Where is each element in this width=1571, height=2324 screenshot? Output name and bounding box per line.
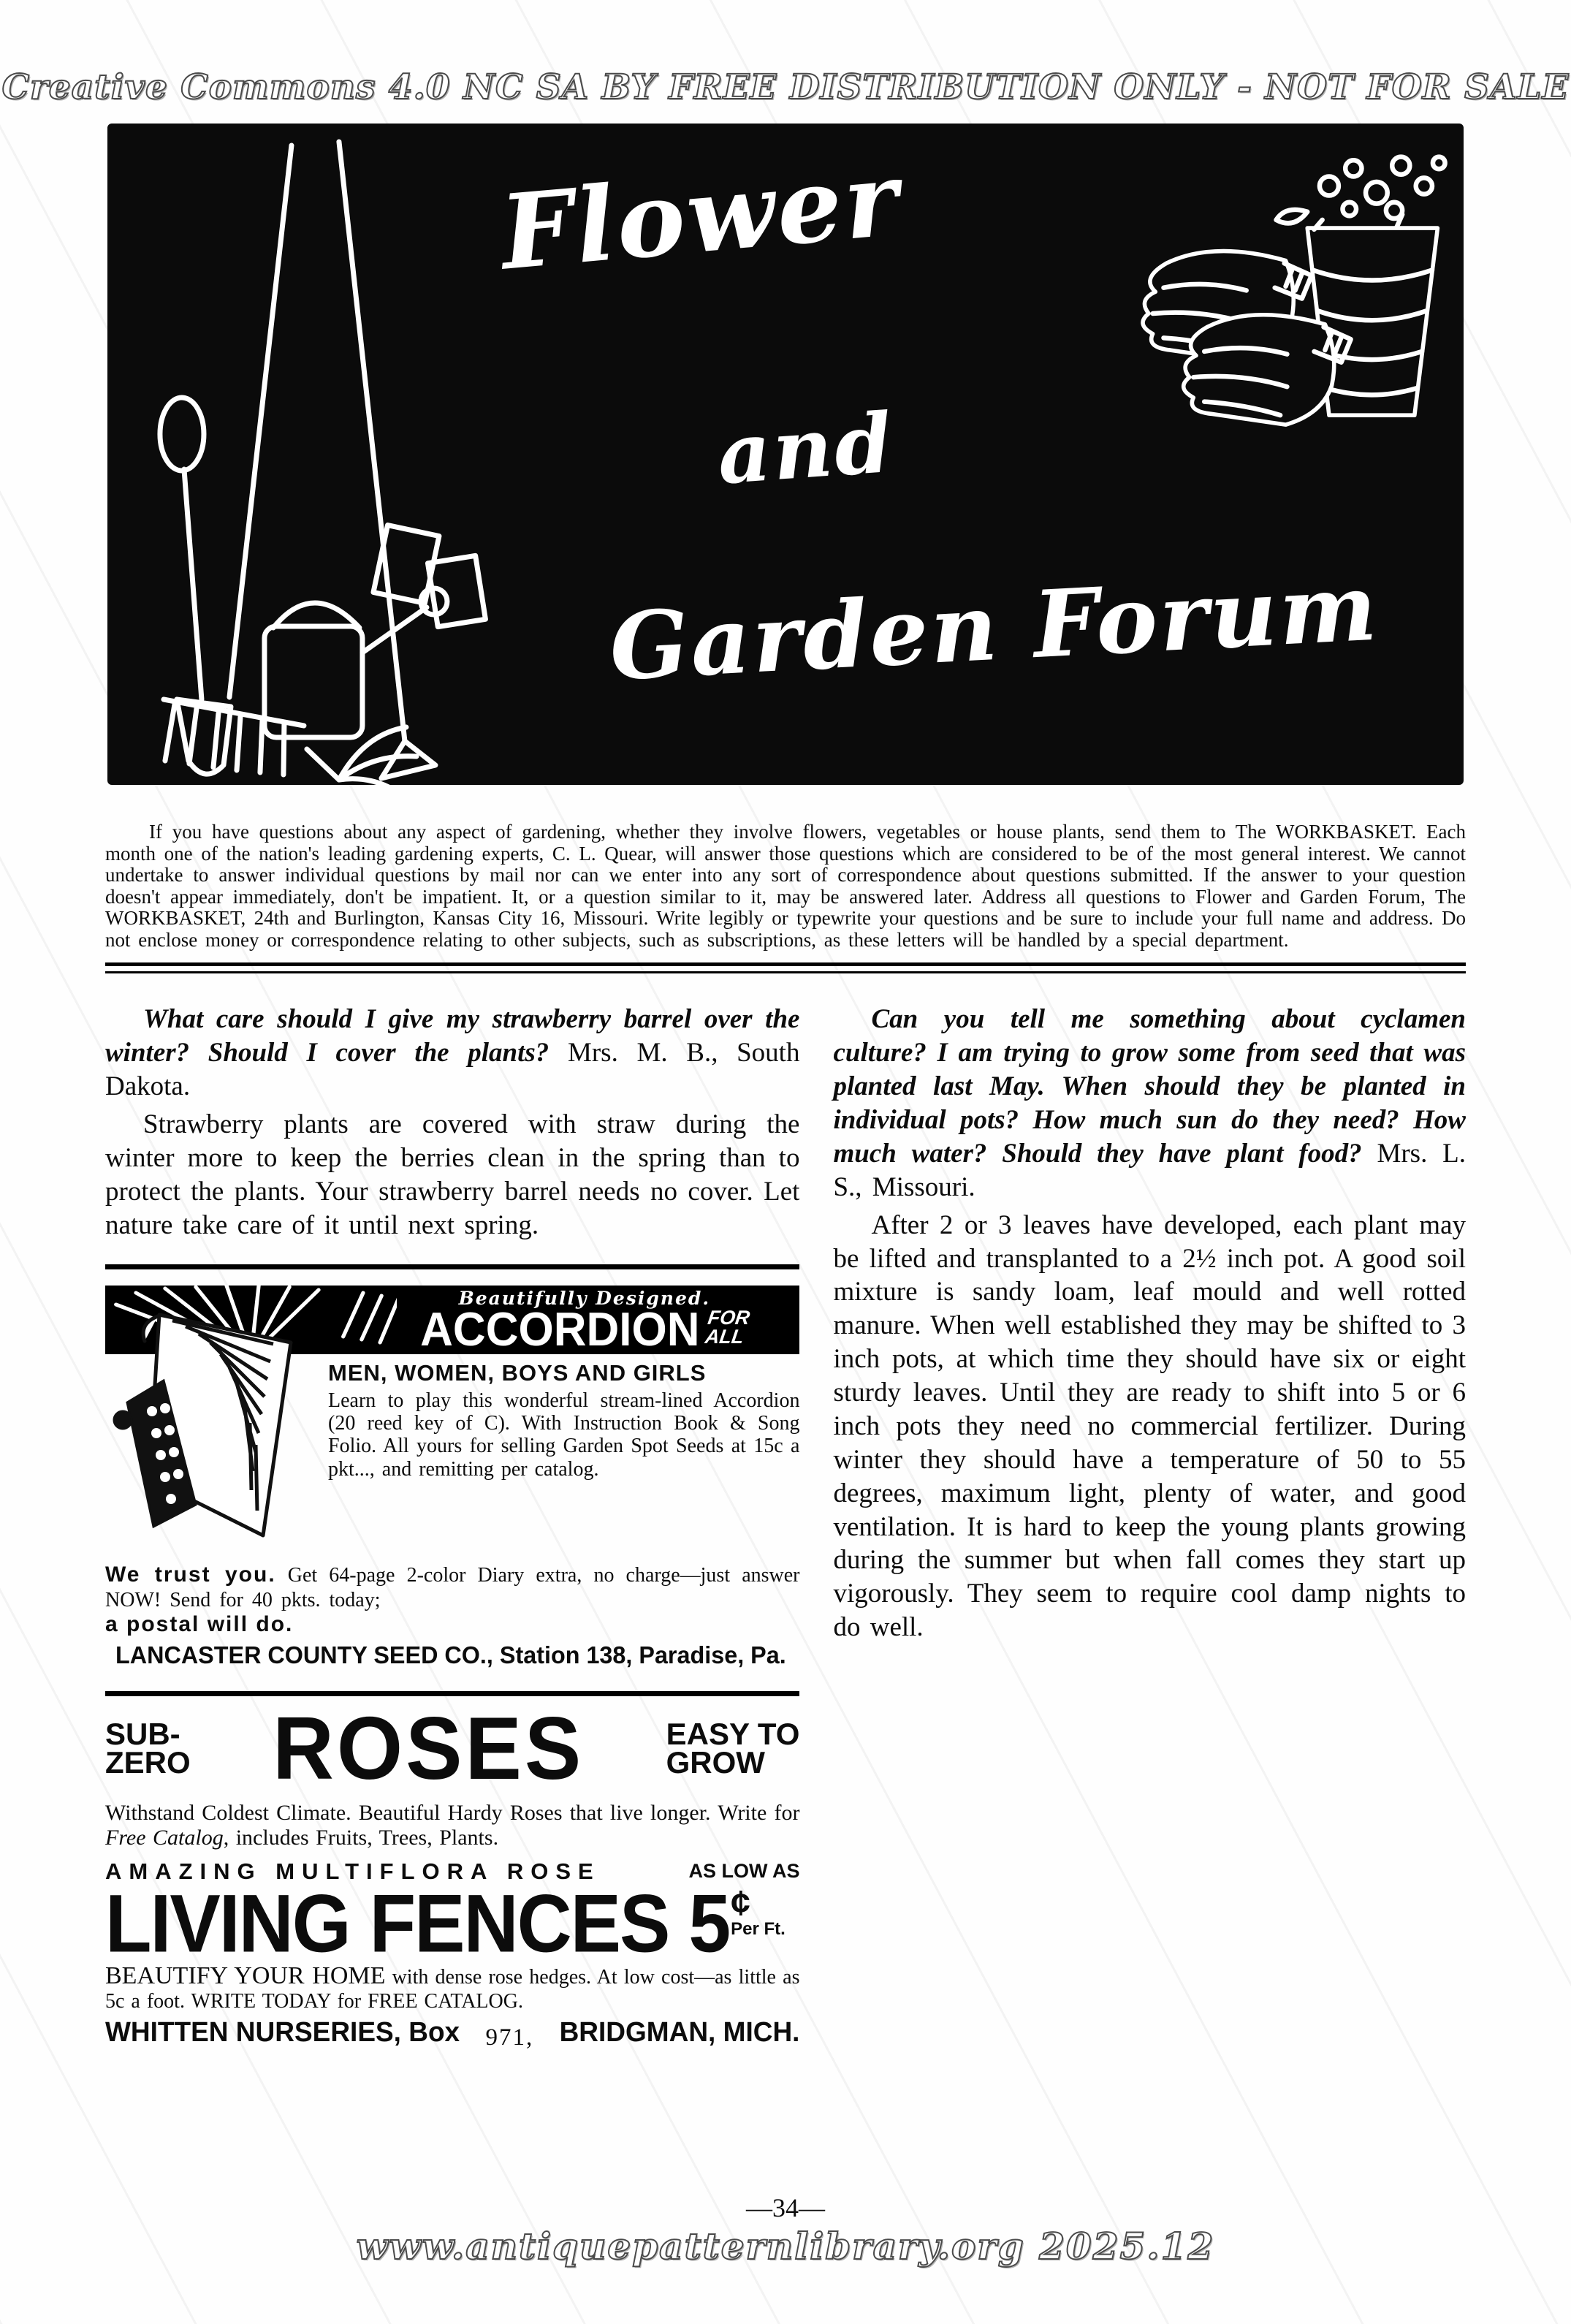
masthead-title-flower: Flower (496, 139, 905, 294)
question-1-attribution: Mrs. M. B., South Dakota. (105, 1038, 800, 1102)
question-1 (105, 1003, 799, 1104)
left-column (105, 1003, 800, 2051)
accordion-trust-bold: We trust you. (105, 1562, 276, 1587)
divider-rule (105, 1264, 799, 1269)
masthead-banner (107, 124, 1464, 785)
question-2 (833, 1003, 1466, 1204)
roses-ad (105, 1698, 800, 2051)
roses-company-name: WHITTEN NURSERIES, Box (105, 2016, 460, 2047)
roses-price (731, 1883, 786, 1940)
masthead-title-and: and (714, 395, 897, 504)
roses-company-city: BRIDGMAN, MICH. (559, 2016, 800, 2047)
intro-paragraph: If you have questions about any aspect of gardening, whether they involve flowers, vegetables or house plants, send them to The WORKBASKET. Each month one of the nation's leading gardening experts, C. L. Quear, will answer those questions which are considered to be of the most general interest. We cannot undertake to answer individual questions by mail nor can we enter into any sort of correspondence about questions submitted. If the answer to your question doesn't appear immediately, don't be impatient. It, or a question similar to it, may be answered later. Address all questions to Flower and Garden Forum, The WORKBASKET, 24th and Burlington, Kansas City 16, Missouri. Write legibly or typewrite your questions and be sure to include your full name and address. Do not enclose money or correspondence relating to other subjects, such as subscriptions, as these letters will be handled by a special department. (105, 821, 1466, 951)
divider-double-rule (105, 962, 1466, 973)
masthead-title-garden-forum: Garden Forum (606, 552, 1382, 702)
roses-cent-sign: ¢ (731, 1883, 750, 1923)
accordion-all: ALL (704, 1325, 746, 1348)
roses-free-catalog: Free Catalog (105, 1826, 224, 1850)
garden-tools-illustration (107, 124, 541, 785)
roses-body-1: Withstand Coldest Climate. Beautiful Hardy Roses that live longer. Write for (105, 1800, 800, 1825)
roses-grow: GROW (666, 1745, 765, 1780)
roses-living-fences-row (105, 1877, 799, 1970)
roses-body-text (105, 1801, 799, 1851)
divider-rule (105, 1691, 799, 1696)
accordion-ad-head (369, 1286, 799, 1356)
answer-2: After 2 or 3 leaves have developed, each plant may be lifted and transplanted to a 2½ inch pot. A good soil mixture is sandy loam, leaf mould and well rotted manure. When well established they may be shifted to 3 inch pots, at which time they should have six or eight sturdy leaves. Until they are ready to shift into 5 or 6 inch pots they need no commercial fertilizer. During winter they should have a temperature of 50 to 55 degrees, maximum light, plenty of water, and good ventilation. It is hard to keep the young plants growing during the summer but when fall comes they start up vigorously. They seem to require cool damp nights to do well. (833, 1210, 1467, 1643)
accordion-for-all (704, 1306, 752, 1348)
accordion-trust-line (105, 1562, 799, 1613)
roses-headline-row (105, 1698, 800, 1799)
roses-beautify-rest: with dense rose hedges. At low cost—as little as 5c a foot. WRITE TODAY for FREE CATALOG. (105, 1966, 800, 2013)
page-number: —34— (746, 2193, 825, 2222)
accordion-ad-copy (328, 1354, 799, 1559)
gloves-and-flowerpot-illustration (1084, 134, 1450, 451)
roses-as-low-as: AS LOW AS (688, 1859, 800, 1882)
accordion-title: ACCORDION (420, 1302, 700, 1356)
roses-sub: SUB- (105, 1716, 180, 1751)
accordion-ad (105, 1286, 799, 1670)
right-column (833, 1003, 1466, 1644)
accordion-for: FOR (707, 1306, 752, 1329)
accordion-script-header: Beautifully Designed. (458, 1287, 711, 1309)
roses-subzero (105, 1716, 191, 1780)
accordion-subhead: MEN, WOMEN, BOYS AND GIRLS (328, 1359, 707, 1386)
roses-living-fences: LIVING FENCES 5 (105, 1877, 730, 1970)
question-2-text: Can you tell me something about cyclamen culture? I am trying to grow some from seed that was planted last May. When should they be planted in individual pots? How much sun do they need? How much water? Should they have plant food? (833, 1004, 1466, 1169)
accordion-company-line: LANCASTER COUNTY SEED CO., Station 138, Paradise, Pa. (115, 1641, 786, 1669)
accordion-trust-rest: Get 64-page 2-color Diary extra, no charge—just answer NOW! Send for 40 pkts. today; (105, 1563, 800, 1611)
footer-watermark: www.antiquepatternlibrary.org 2025.12 (356, 2225, 1215, 2268)
roses-per-ft: Per Ft. (731, 1918, 786, 1939)
license-watermark: Creative Commons 4.0 NC SA BY FREE DISTRIBUTION ONLY - NOT FOR SALE (1, 67, 1570, 107)
accordion-postal-line: a postal will do. (105, 1612, 294, 1637)
answer-1: Strawberry plants are covered with straw during the winter more to keep the berries clean in the spring than to protect the plants. Your strawberry barrel needs no cover. Let nature take care of it until next spring. (105, 1109, 800, 1240)
question-1-text: What care should I give my strawberry barrel over the winter? Should I cover the plants? (105, 1004, 800, 1068)
roses-box-number: 971, (485, 2024, 534, 2051)
roses-easy-grow (666, 1716, 800, 1780)
question-2-attribution: Mrs. L. S., Missouri. (833, 1138, 1466, 1202)
roses-beautify-caps: BEAUTIFY YOUR HOME (105, 1962, 386, 1990)
accordion-body-text: Learn to play this wonderful stream-lined Accordion (20 reed key of C). With Instruction Book & Song Folio. All yours for selling Garden Spot Seeds at 15c a pkt..., and remitting per catalog. (328, 1389, 800, 1481)
roses-title: ROSES (273, 1698, 585, 1799)
roses-easy: EASY TO (666, 1716, 800, 1751)
roses-company-line (105, 2016, 800, 2051)
roses-amazing-multiflora: AMAZING MULTIFLORA ROSE (105, 1858, 601, 1884)
roses-zero: ZERO (105, 1745, 191, 1780)
two-column-body (105, 1003, 1467, 2051)
accordion-illustration (107, 1294, 320, 1552)
roses-body-2: , includes Fruits, Trees, Plants. (223, 1826, 499, 1850)
